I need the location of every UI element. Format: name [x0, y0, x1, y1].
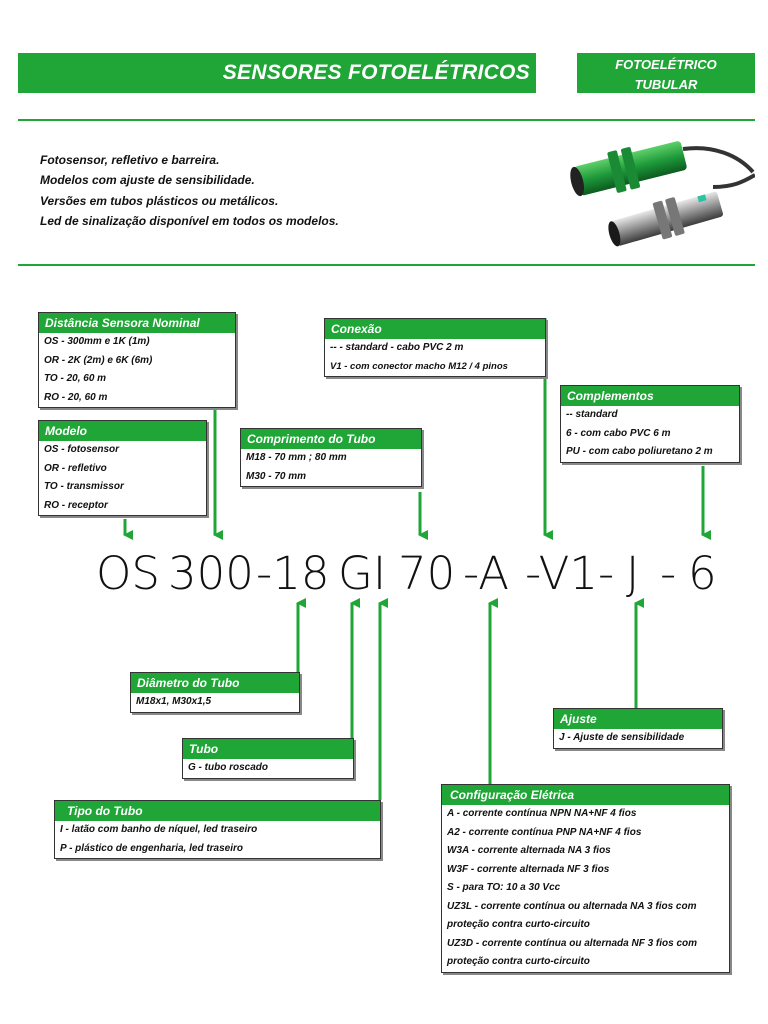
- box-line: OS - fotosensor: [44, 444, 120, 455]
- box-line: -- standard: [566, 409, 618, 420]
- box-title: Tubo: [183, 739, 353, 759]
- box-title: Complementos: [561, 386, 739, 406]
- code-part-tube: GI: [338, 547, 387, 600]
- box-line: P - plástico de engenharia, led traseiro: [60, 842, 244, 854]
- box-line: W3A - corrente alternada NA 3 fios: [447, 845, 611, 856]
- box-line: TO - 20, 60 m: [44, 373, 107, 384]
- box-title: Tipo do Tubo: [55, 801, 380, 821]
- code-separator: -: [598, 547, 615, 600]
- code-separator: -: [660, 547, 677, 600]
- box-line: G - tubo roscado: [188, 762, 268, 773]
- box-line: V1 - com conector macho M12 / 4 pinos: [330, 360, 508, 372]
- box-line: PU - com cabo poliuretano 2 m: [566, 446, 713, 457]
- box-line: M18x1, M30x1,5: [136, 696, 212, 707]
- box-line: A2 - corrente contínua PNP NA+NF 4 fios: [447, 826, 642, 838]
- box-line: -- - standard - cabo PVC 2 m: [330, 342, 464, 353]
- intro-line: Fotosensor, refletivo e barreira.: [40, 153, 220, 167]
- box-title: Ajuste: [554, 709, 722, 729]
- page-title: SENSORES FOTOELÉTRICOS: [222, 61, 530, 84]
- box-line: A - corrente contínua NPN NA+NF 4 fios: [447, 808, 637, 819]
- box-line: OR - 2K (2m) e 6K (6m): [44, 354, 153, 366]
- category-line-1: FOTOELÉTRICO: [615, 57, 717, 72]
- box-complementos: [560, 385, 740, 463]
- box-line: RO - 20, 60 m: [44, 391, 108, 403]
- box-title: Diâmetro do Tubo: [131, 673, 299, 693]
- box-line: RO - receptor: [44, 499, 108, 511]
- box-line: OS - 300mm e 1K (1m): [44, 336, 150, 347]
- box-line: M30 - 70 mm: [246, 470, 307, 482]
- box-line: S - para TO: 10 a 30 Vcc: [447, 882, 561, 893]
- code-part-complement: 6: [688, 547, 717, 600]
- box-distancia-sensora: [38, 312, 236, 408]
- box-line: UZ3L - corrente contínua ou alternada NA 3 fios com: [447, 900, 697, 912]
- code-part-config: -A: [463, 547, 510, 600]
- box-ajuste: [553, 708, 723, 749]
- box-line: W3F - corrente alternada NF 3 fios: [447, 863, 610, 875]
- model-code: [0, 544, 768, 604]
- box-title: Configuração Elétrica: [442, 785, 729, 805]
- box-conexao: [324, 318, 546, 377]
- intro-line: Led de sinalização disponível em todos os modelos.: [40, 213, 339, 228]
- box-tipo-tubo: [54, 800, 381, 859]
- box-line: TO - transmissor: [44, 481, 124, 492]
- box-line: I - latão com banho de níquel, led traseiro: [60, 824, 258, 835]
- box-modelo: [38, 420, 207, 516]
- intro-line: Modelos com ajuste de sensibilidade.: [40, 173, 255, 188]
- box-line: J - Ajuste de sensibilidade: [559, 732, 685, 743]
- box-configuracao-eletrica: [441, 784, 730, 973]
- box-line: proteção contra curto-circuito: [447, 956, 590, 967]
- box-comprimento-tubo: [240, 428, 422, 487]
- code-part-distance: 300: [168, 547, 254, 600]
- code-part-model: OS: [96, 547, 160, 600]
- box-tubo: [182, 738, 354, 779]
- box-title: Modelo: [39, 421, 206, 441]
- box-title: Distância Sensora Nominal: [39, 313, 235, 333]
- intro-line: Versões em tubos plásticos ou metálicos.: [40, 193, 279, 208]
- code-part-diameter: -18: [256, 547, 330, 600]
- category-line-2: TUBULAR: [634, 77, 698, 92]
- box-line: proteção contra curto-circuito: [447, 919, 590, 930]
- box-title: Comprimento do Tubo: [241, 429, 421, 449]
- box-diametro-tubo: [130, 672, 300, 713]
- code-part-connection: -V1: [525, 547, 599, 600]
- code-part-adjust: J: [626, 547, 640, 600]
- box-line: M18 - 70 mm ; 80 mm: [246, 452, 347, 463]
- box-line: OR - refletivo: [44, 462, 107, 474]
- box-title: Conexão: [325, 319, 545, 339]
- code-part-length: 70: [398, 547, 456, 600]
- box-line: UZ3D - corrente contínua ou alternada NF 3 fios com: [447, 937, 698, 949]
- box-line: 6 - com cabo PVC 6 m: [566, 427, 671, 439]
